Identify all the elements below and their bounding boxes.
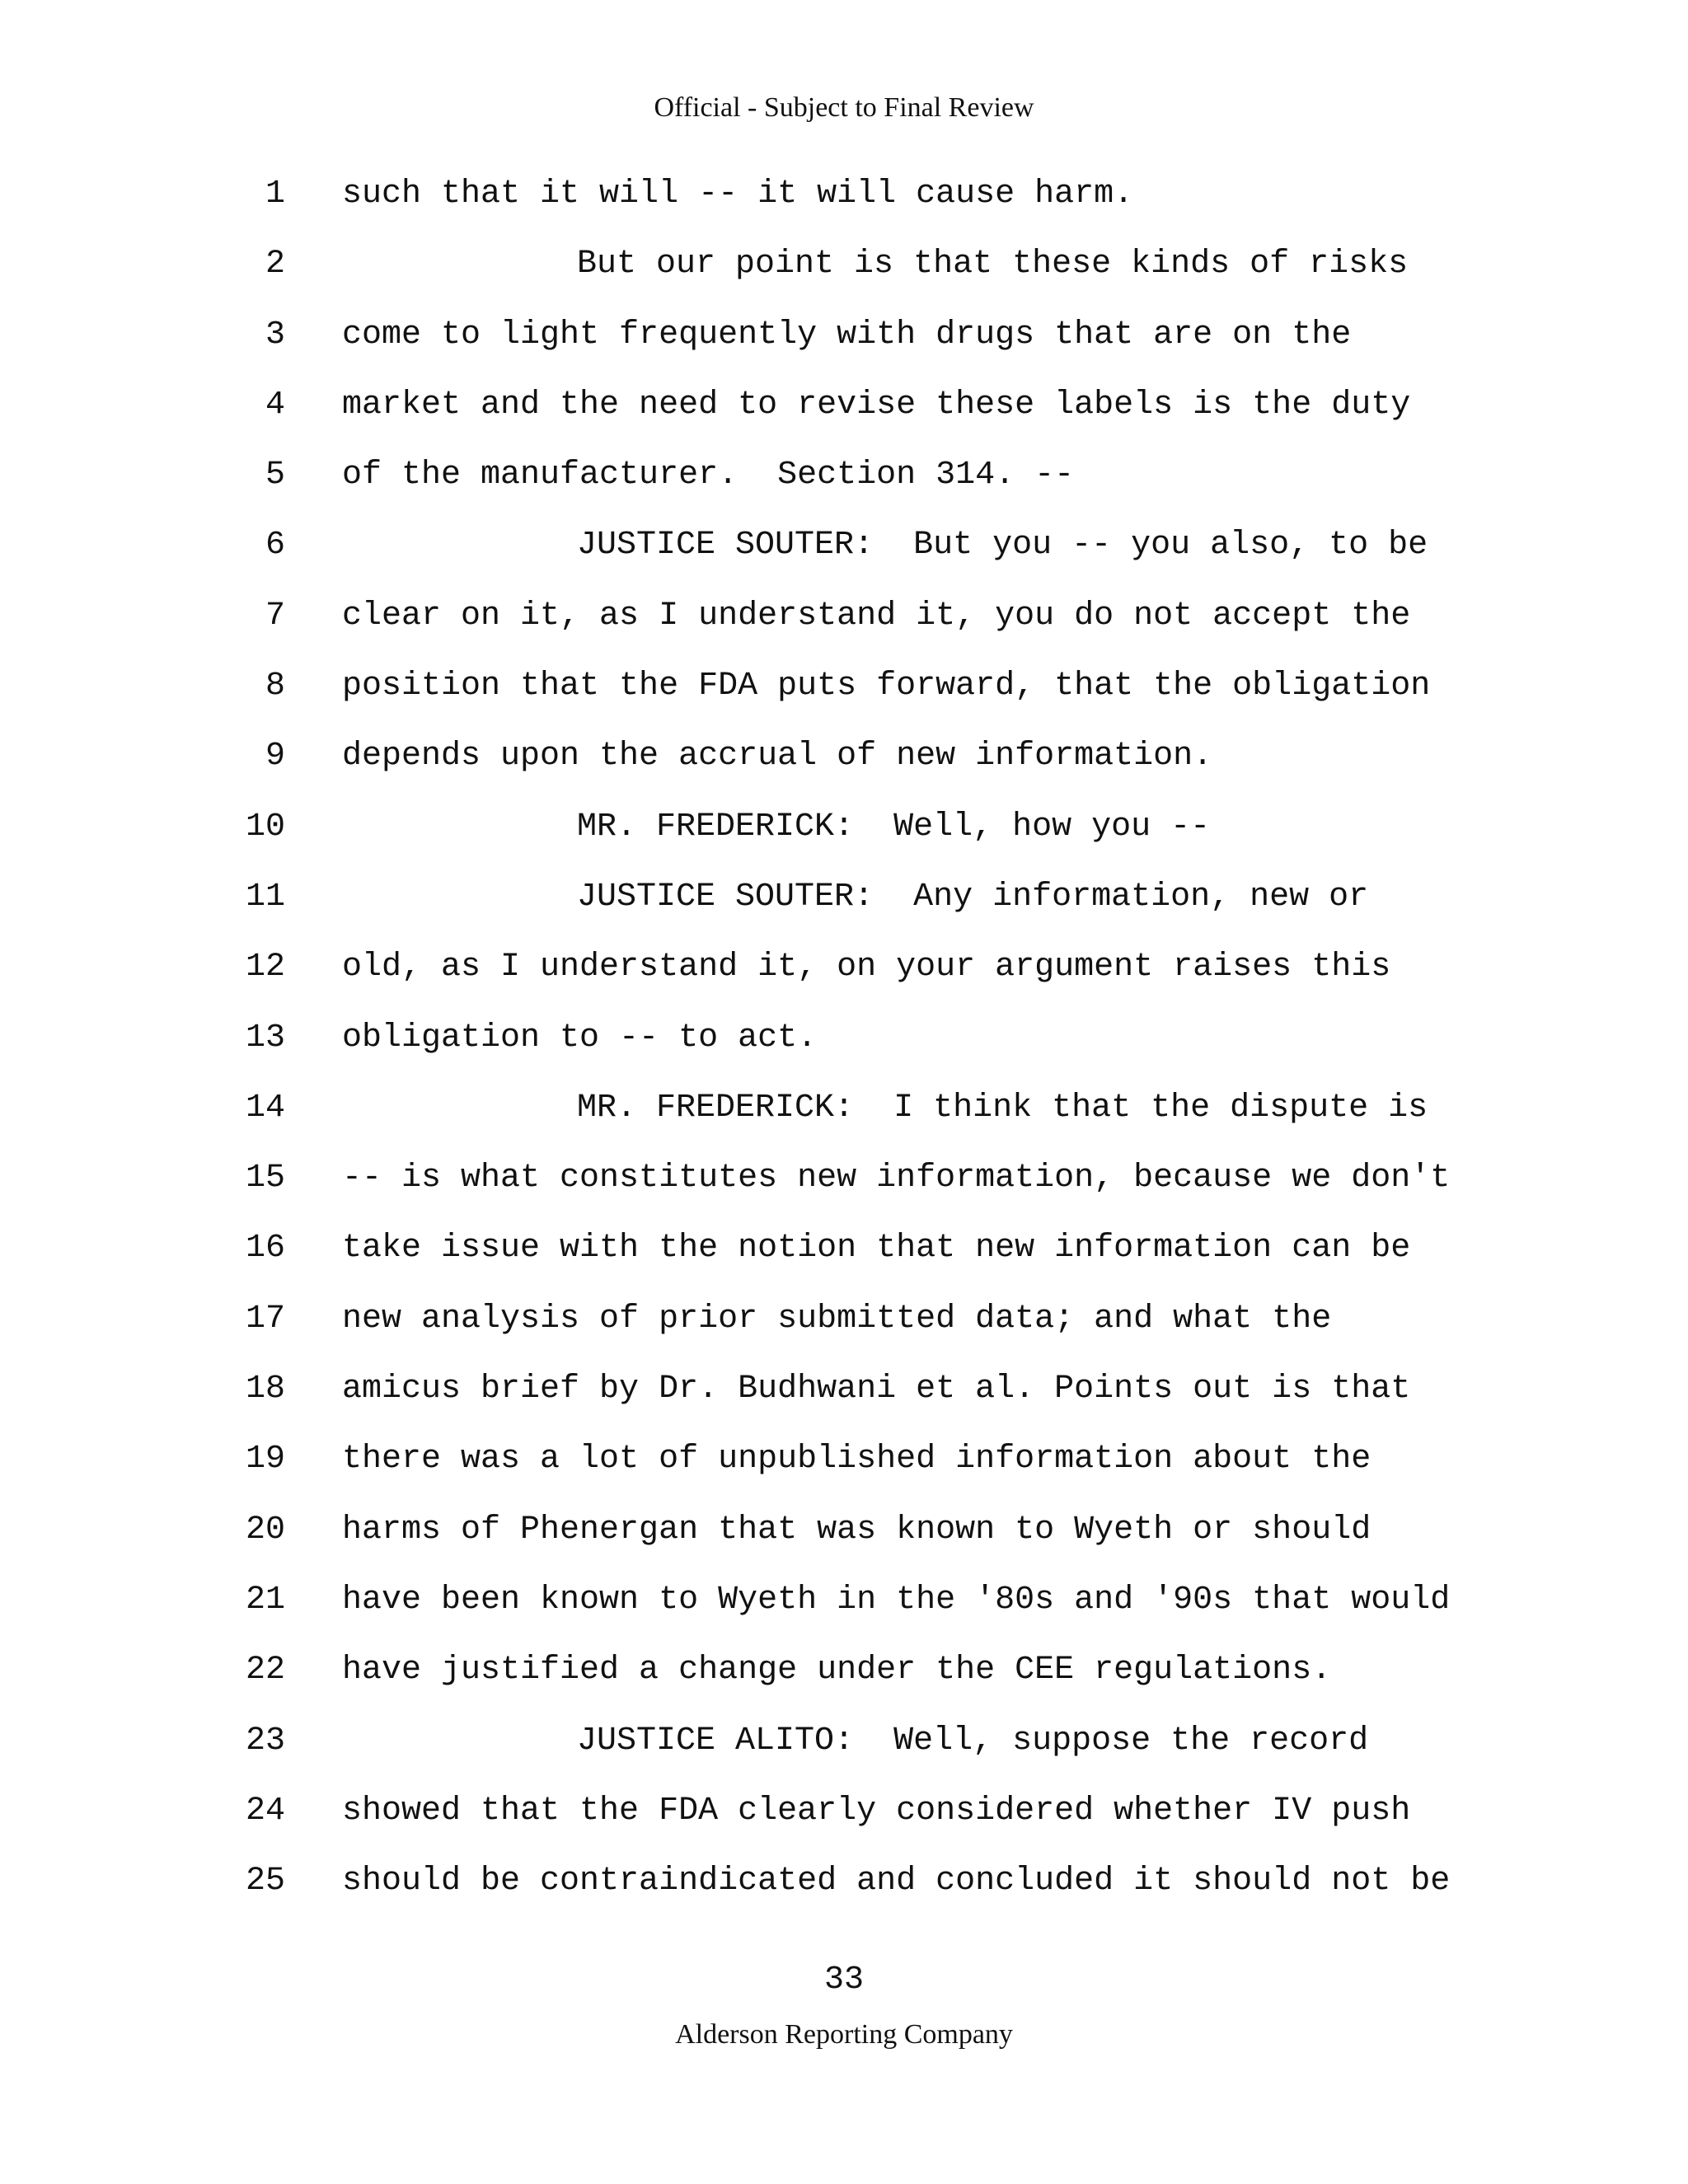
line-number: 24 bbox=[245, 1792, 285, 1830]
transcript-line bbox=[0, 942, 1688, 1012]
transcript-line bbox=[0, 1575, 1688, 1645]
line-number: 2 bbox=[265, 246, 285, 284]
line-number: 1 bbox=[265, 176, 285, 213]
transcript-line bbox=[0, 1083, 1688, 1153]
line-number: 23 bbox=[245, 1722, 285, 1760]
line-number: 15 bbox=[245, 1160, 285, 1197]
line-text: MR. FREDERICK: I think that the dispute is bbox=[577, 1089, 1428, 1127]
line-text: there was a lot of unpublished information about the bbox=[342, 1441, 1372, 1479]
transcript-line bbox=[0, 1294, 1688, 1364]
line-number: 11 bbox=[245, 878, 285, 916]
line-text: such that it will -- it will cause harm. bbox=[342, 176, 1134, 213]
transcript-line bbox=[0, 661, 1688, 731]
line-text: depends upon the accrual of new information. bbox=[342, 738, 1213, 776]
transcript-line bbox=[0, 169, 1688, 239]
line-text: showed that the FDA clearly considered whether IV push bbox=[342, 1792, 1411, 1830]
transcript-line bbox=[0, 450, 1688, 520]
line-text: market and the need to revise these labels is the duty bbox=[342, 386, 1411, 424]
line-number: 22 bbox=[245, 1652, 285, 1690]
transcript-line bbox=[0, 731, 1688, 801]
line-number: 12 bbox=[245, 949, 285, 987]
transcript-line bbox=[0, 1364, 1688, 1434]
transcript-line bbox=[0, 1856, 1688, 1926]
line-text: clear on it, as I understand it, you do not accept the bbox=[342, 597, 1411, 635]
line-text: should be contraindicated and concluded it should not be bbox=[342, 1863, 1451, 1900]
transcript-line bbox=[0, 1505, 1688, 1575]
line-text: old, as I understand it, on your argument raises this bbox=[342, 949, 1391, 987]
page-footer: Alderson Reporting Company bbox=[675, 2019, 1013, 2050]
transcript-line bbox=[0, 380, 1688, 450]
line-text: take issue with the notion that new information can be bbox=[342, 1230, 1411, 1268]
line-number: 8 bbox=[265, 668, 285, 705]
line-text: But our point is that these kinds of risks bbox=[577, 246, 1409, 284]
transcript-line bbox=[0, 239, 1688, 309]
line-text: harms of Phenergan that was known to Wyeth or should bbox=[342, 1511, 1372, 1549]
line-number: 13 bbox=[245, 1019, 285, 1057]
line-text: position that the FDA puts forward, that the obligation bbox=[342, 668, 1431, 705]
line-number: 9 bbox=[265, 738, 285, 776]
line-number: 10 bbox=[245, 808, 285, 846]
line-text: JUSTICE SOUTER: Any information, new or bbox=[577, 878, 1369, 916]
transcript-line bbox=[0, 1786, 1688, 1856]
line-text: have been known to Wyeth in the '80s and '90s that would bbox=[342, 1581, 1451, 1619]
transcript-line bbox=[0, 591, 1688, 661]
line-number: 4 bbox=[265, 386, 285, 424]
line-text: JUSTICE ALITO: Well, suppose the record bbox=[577, 1722, 1369, 1760]
line-number: 3 bbox=[265, 316, 285, 354]
line-text: of the manufacturer. Section 314. -- bbox=[342, 457, 1075, 494]
line-number: 20 bbox=[245, 1511, 285, 1549]
transcript-line bbox=[0, 1645, 1688, 1715]
transcript-line bbox=[0, 802, 1688, 872]
transcript-line bbox=[0, 1153, 1688, 1223]
line-text: obligation to -- to act. bbox=[342, 1019, 818, 1057]
transcript-line bbox=[0, 310, 1688, 380]
line-number: 14 bbox=[245, 1089, 285, 1127]
page-number: 33 bbox=[823, 1961, 864, 1999]
transcript-body bbox=[0, 169, 1688, 1926]
line-number: 6 bbox=[265, 527, 285, 565]
line-text: MR. FREDERICK: Well, how you -- bbox=[577, 808, 1211, 846]
line-text: amicus brief by Dr. Budhwani et al. Points out is that bbox=[342, 1371, 1411, 1408]
line-number: 19 bbox=[245, 1441, 285, 1479]
line-number: 25 bbox=[245, 1863, 285, 1900]
line-text: new analysis of prior submitted data; and what the bbox=[342, 1300, 1332, 1338]
transcript-line bbox=[0, 1716, 1688, 1786]
transcript-line bbox=[0, 520, 1688, 590]
line-number: 18 bbox=[245, 1371, 285, 1408]
line-number: 21 bbox=[245, 1581, 285, 1619]
transcript-line bbox=[0, 1013, 1688, 1083]
line-text: JUSTICE SOUTER: But you -- you also, to be bbox=[577, 527, 1428, 565]
transcript-line bbox=[0, 872, 1688, 942]
transcript-line bbox=[0, 1223, 1688, 1293]
line-number: 16 bbox=[245, 1230, 285, 1268]
line-text: come to light frequently with drugs that are on the bbox=[342, 316, 1352, 354]
transcript-line bbox=[0, 1434, 1688, 1504]
line-number: 17 bbox=[245, 1300, 285, 1338]
line-number: 5 bbox=[265, 457, 285, 494]
line-text: -- is what constitutes new information, because we don't bbox=[342, 1160, 1451, 1197]
page-header: Official - Subject to Final Review bbox=[654, 92, 1034, 123]
line-number: 7 bbox=[265, 597, 285, 635]
line-text: have justified a change under the CEE regulations. bbox=[342, 1652, 1332, 1690]
